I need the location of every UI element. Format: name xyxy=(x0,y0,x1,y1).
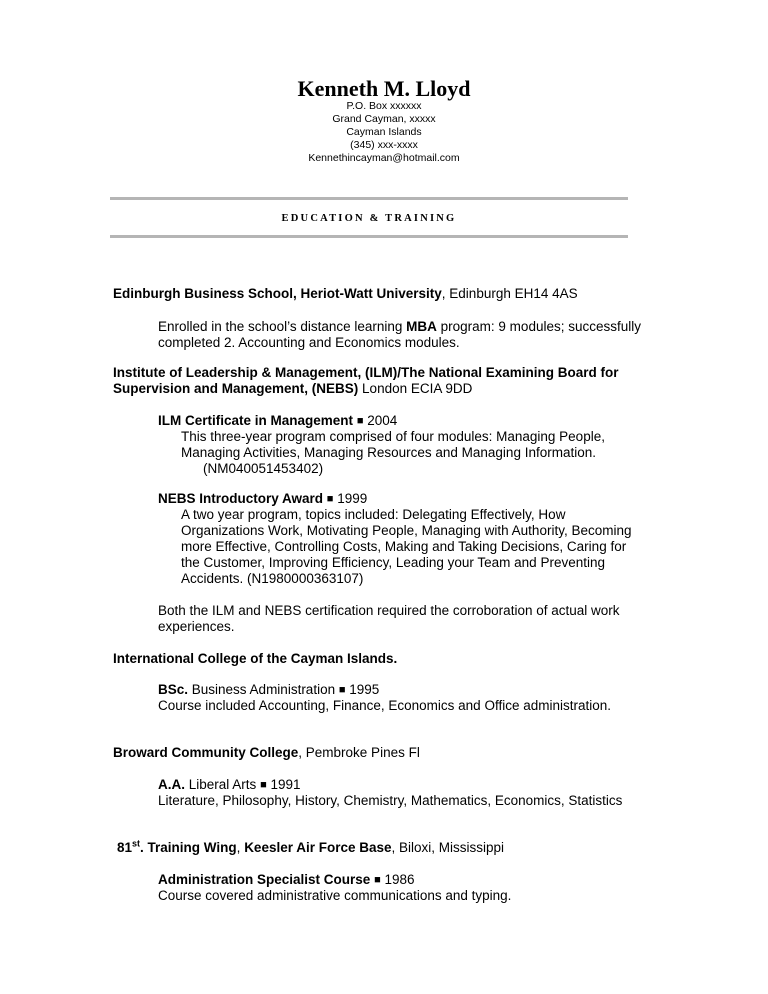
broward-location: , Pembroke Pines Fl xyxy=(298,745,420,760)
ilm-school-line-2 xyxy=(113,380,472,397)
keesler-desc: Course covered administrative communications and typing. xyxy=(158,888,512,903)
keesler-location: , Biloxi, Mississippi xyxy=(391,840,505,855)
icci-degree: BSc. xyxy=(158,682,189,697)
edinburgh-desc-pre: Enrolled in the school’s distance learning xyxy=(158,319,407,334)
nebs-award-desc-4: the Customer, Improving Efficiency, Leading your Team and Preventing xyxy=(181,555,605,570)
broward-school: Broward Community College xyxy=(113,745,299,760)
nebs-school: Supervision and Management, (NEBS) xyxy=(113,381,359,396)
keesler-course: Administration Specialist Course xyxy=(158,872,371,887)
edinburgh-heading xyxy=(113,285,578,302)
square-bullet-icon: ■ xyxy=(338,684,346,696)
nebs-award-desc-2: Organizations Work, Motivating People, Managing with Authority, Becoming xyxy=(181,523,632,538)
address-line-3: Cayman Islands xyxy=(346,126,422,138)
square-bullet-icon: ■ xyxy=(326,493,334,505)
edinburgh-desc-post: program: 9 modules; successfully xyxy=(436,319,641,334)
ilm-cert-code: (NM040051453402) xyxy=(203,461,324,476)
email: Kennethincayman@hotmail.com xyxy=(308,152,460,164)
address-line-1: P.O. Box xxxxxx xyxy=(346,100,422,112)
section-rule-bottom xyxy=(110,235,628,238)
resume-name: Kenneth M. Lloyd xyxy=(297,76,471,101)
wing-ordinal: st xyxy=(132,838,141,849)
keesler-base: Keesler Air Force Base xyxy=(244,840,392,855)
ilm-cert-year: 2004 xyxy=(367,413,398,428)
keesler-separator: , xyxy=(236,840,245,855)
ilm-school-line-1: Institute of Leadership & Management, (ILM)/The National Examining Board for xyxy=(113,365,619,380)
wing-unit: . Training Wing xyxy=(140,840,237,855)
square-bullet-icon: ■ xyxy=(374,874,381,886)
broward-field: Liberal Arts xyxy=(185,777,257,792)
nebs-award-desc-1: A two year program, topics included: Delegating Effectively, How xyxy=(181,507,566,522)
broward-desc: Literature, Philosophy, History, Chemistry, Mathematics, Economics, Statistics xyxy=(158,793,623,808)
icci-school: International College of the Cayman Islands. xyxy=(113,651,398,666)
edinburgh-desc-line-2: completed 2. Accounting and Economics modules. xyxy=(158,335,460,350)
ilm-cert-name: ILM Certificate in Management xyxy=(158,413,354,428)
certification-note-2: experiences. xyxy=(158,619,235,634)
section-title: EDUCATION & TRAINING xyxy=(281,213,457,224)
nebs-award-year: 1999 xyxy=(337,491,368,506)
ilm-cert-desc-2: Managing Activities, Managing Resources and Managing Information. xyxy=(181,445,596,460)
address-line-2: Grand Cayman, xxxxx xyxy=(332,113,436,125)
nebs-award-desc-3: more Effective, Controlling Costs, Making and Taking Decisions, Caring for xyxy=(181,539,627,554)
section-rule-top xyxy=(110,197,628,200)
nebs-award-name: NEBS Introductory Award xyxy=(158,491,324,506)
ilm-location: London ECIA 9DD xyxy=(358,381,473,396)
broward-year: 1991 xyxy=(270,777,301,792)
icci-desc: Course included Accounting, Finance, Economics and Office administration. xyxy=(158,698,611,713)
edinburgh-school: Edinburgh Business School, Heriot-Watt University xyxy=(113,286,442,301)
phone: (345) xxx-xxxx xyxy=(350,139,418,151)
nebs-award-desc-5: Accidents. (N1980000363107) xyxy=(181,571,364,586)
icci-field: Business Administration xyxy=(188,682,336,697)
edinburgh-desc-line-1 xyxy=(158,318,641,335)
square-bullet-icon: ■ xyxy=(356,415,364,427)
broward-heading xyxy=(113,744,420,761)
broward-degree: A.A. xyxy=(158,777,185,792)
keesler-heading xyxy=(117,839,504,856)
keesler-year: 1986 xyxy=(384,872,415,887)
square-bullet-icon: ■ xyxy=(260,779,267,791)
wing-number: 81 xyxy=(117,840,133,855)
mba-label: MBA xyxy=(406,319,437,334)
icci-year: 1995 xyxy=(349,682,380,697)
certification-note-1: Both the ILM and NEBS certification required the corroboration of actual work xyxy=(158,603,620,618)
edinburgh-location: , Edinburgh EH14 4AS xyxy=(441,286,578,301)
ilm-cert-desc-1: This three-year program comprised of four modules: Managing People, xyxy=(181,429,605,444)
